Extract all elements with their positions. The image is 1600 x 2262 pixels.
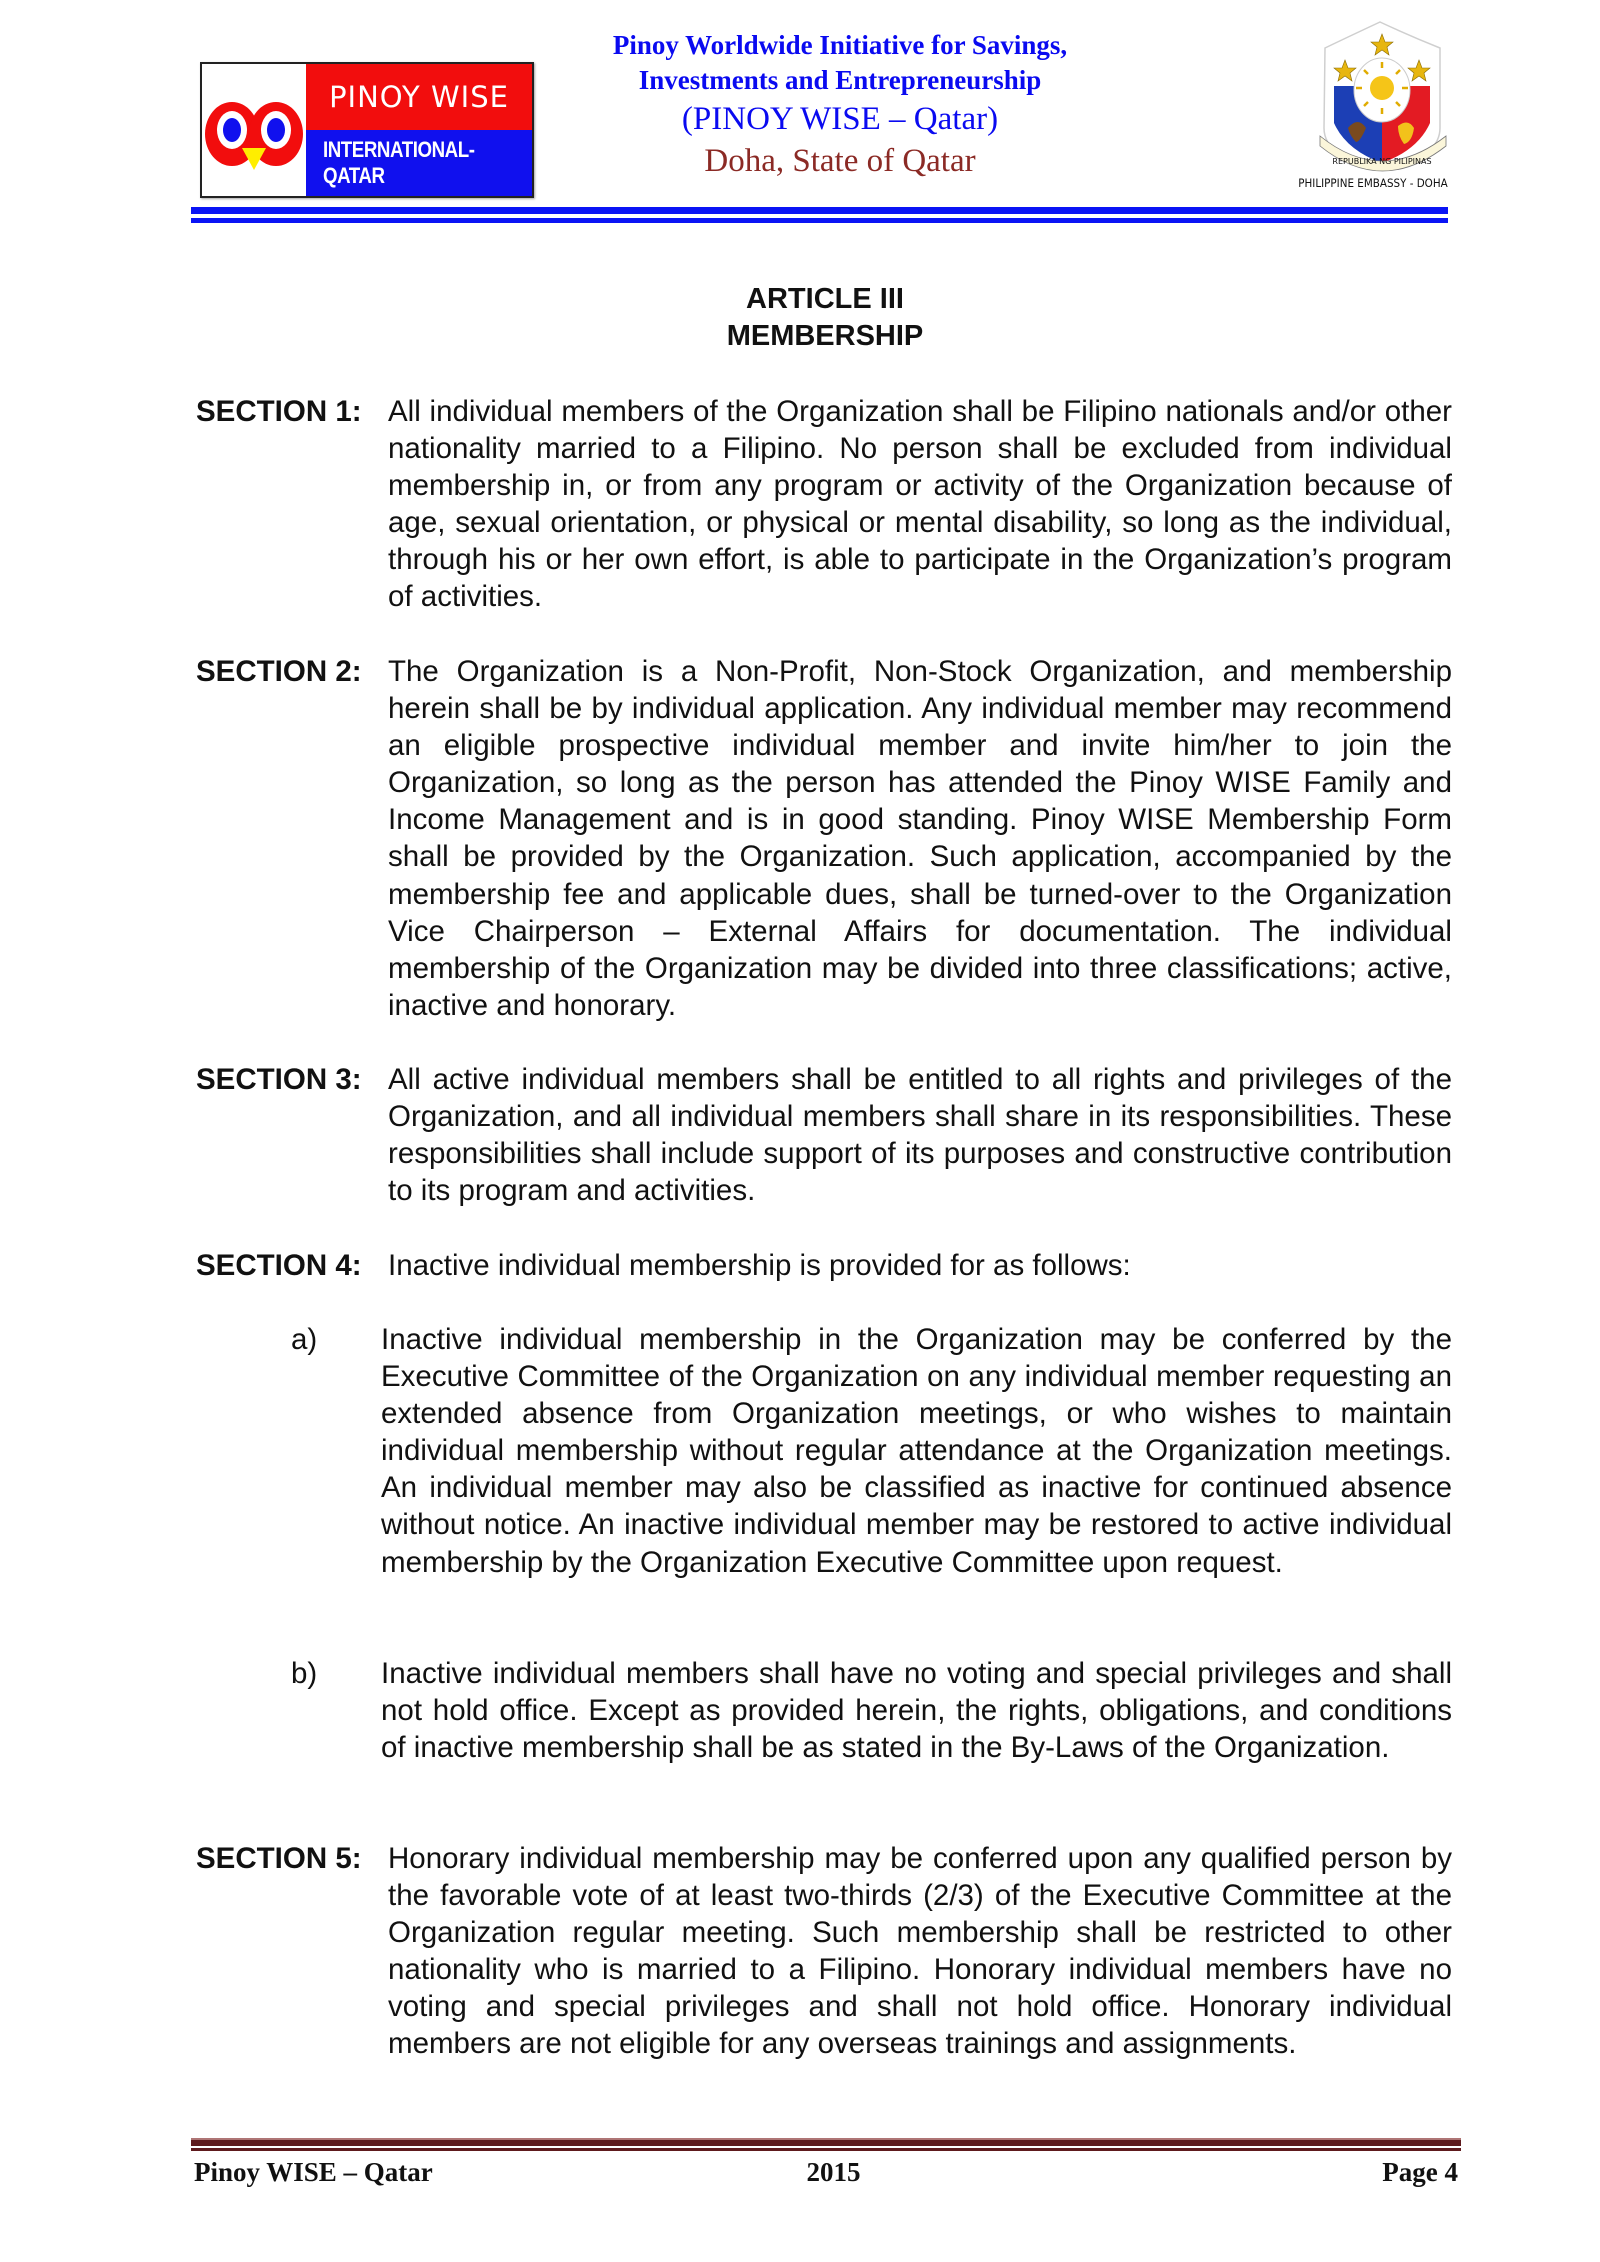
section-label: SECTION 5: — [196, 1842, 362, 1875]
header-rule-thick — [191, 207, 1448, 214]
owl-icon — [202, 64, 306, 196]
section-label: SECTION 1: — [196, 395, 362, 428]
list-item-text: Inactive individual members shall have no voting and special privileges and shall not hold office. Except as provided herein, the rights, obligations, and conditions of inactive membership shall be as stated in the By-Laws of the Organization. — [381, 1657, 1452, 1765]
section-text: All individual members of the Organization shall be Filipino nationals and/or other nationality married to a Filipino. No person shall be excluded from individual membership in, or from any program or activity of the Organization because of age, sexual orientation, or physical or mental disability, so long as the individual, through his or her own effort, is able to participate in the Organization’s program of activities. — [388, 395, 1452, 614]
section-5 — [196, 1840, 1452, 2063]
section-4-item-a — [291, 1321, 1452, 1581]
page-header — [0, 0, 1600, 240]
section-3 — [196, 1061, 1452, 1209]
philippine-coat-of-arms-icon — [1290, 18, 1480, 198]
page-number: Page 4 — [1382, 2157, 1458, 2187]
logo-bottom-text: INTERNATIONAL-QATAR — [322, 137, 475, 188]
section-label: SECTION 2: — [196, 655, 362, 688]
emblem-caption: PHILIPPINE EMBASSY - DOHA — [1298, 176, 1448, 190]
organization-title — [540, 28, 1140, 182]
header-rule-thin — [191, 218, 1448, 223]
section-text: Honorary individual membership may be conferred upon any qualified person by the favorable vote of at least two-thirds (2/3) of the Executive Committee at the Organization regular meeting. Such membership shall be restricted to other nationality who is married to a Filipino. Honorary individual members have no voting and special privileges and shall not hold office. Honorary individual members are not eligible for any overseas trainings and assignments. — [388, 1842, 1452, 2061]
section-text: Inactive individual membership is provided for as follows: — [388, 1249, 1131, 1282]
section-label: SECTION 4: — [196, 1249, 362, 1282]
list-item-label: b) — [291, 1657, 318, 1690]
footer-rule-thick — [191, 2140, 1461, 2146]
footer-rule-thin — [191, 2148, 1461, 2151]
footer-year: 2015 — [806, 2157, 861, 2187]
section-text: The Organization is a Non-Profit, Non-Stock Organization, and membership herein shall be by individual application. Any individual member may recommend an eligible prospective individual member and invite him/her to join the Organization, so long as the person has attended the Pinoy WISE Family and Income Management and is in good standing. Pinoy WISE Membership Form shall be provided by the Organization. Such application, accompanied by the membership fee and applicable dues, shall be turned-over to the Organization Vice Chairperson – External Affairs for documentation. The individual membership of the Organization may be divided into three classifications; active, inactive and honorary. — [388, 655, 1452, 1022]
section-4 — [196, 1247, 1452, 1284]
list-item-text: Inactive individual membership in the Organization may be conferred by the Executive Committee of the Organization on any individual member requesting an extended absence from Organization meetings, or who wishes to maintain individual membership without regular attendance at the Organization meetings. An individual member may also be classified as inactive for continued absence without notice. An inactive individual member may be restored to active individual membership by the Organization Executive Committee upon request. — [381, 1323, 1452, 1579]
org-location: Doha, State of Qatar — [704, 143, 976, 179]
org-name-line2: Investments and Entrepreneurship — [638, 65, 1042, 95]
section-text: All active individual members shall be entitled to all rights and privileges of the Organization, and all individual members shall share in its responsibilities. These responsibilities shall include support of its purposes and constructive contribution to its program and activities. — [388, 1063, 1452, 1208]
section-1 — [196, 393, 1452, 616]
org-name-line1: Pinoy Worldwide Initiative for Savings, — [612, 30, 1068, 60]
list-item-label: a) — [291, 1323, 318, 1356]
footer-org-name: Pinoy WISE – Qatar — [194, 2157, 433, 2187]
article-heading — [0, 281, 1600, 355]
section-2 — [196, 653, 1452, 1024]
org-short-name: (PINOY WISE – Qatar) — [681, 101, 999, 137]
section-4-item-b — [291, 1655, 1452, 1766]
logo-top-text: PINOY WISE — [306, 64, 532, 130]
article-title: MEMBERSHIP — [726, 320, 924, 352]
section-label: SECTION 3: — [196, 1063, 362, 1096]
pinoy-wise-logo — [200, 62, 534, 198]
page-footer — [194, 2154, 1458, 2190]
article-number: ARTICLE III — [746, 283, 904, 315]
emblem-ribbon-text: REPUBLIKA NG PILIPINAS — [1332, 157, 1432, 166]
